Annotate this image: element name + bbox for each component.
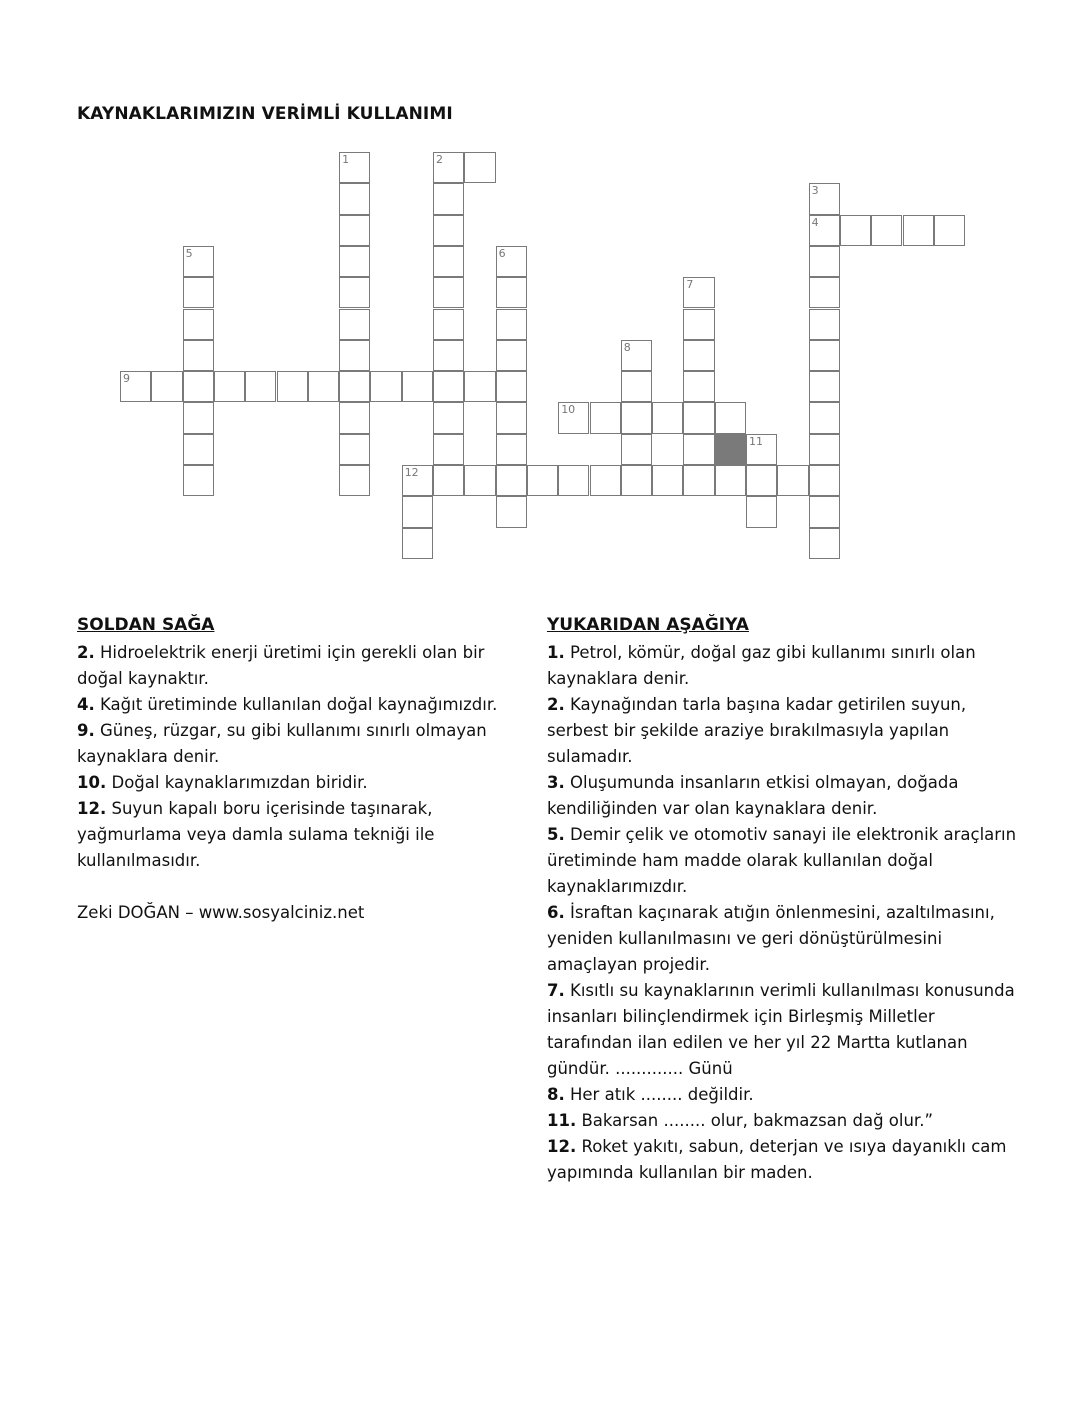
crossword-cell[interactable] bbox=[496, 340, 527, 371]
crossword-cell[interactable] bbox=[809, 528, 840, 559]
crossword-cell[interactable] bbox=[433, 465, 464, 496]
down-clue: 12. Roket yakıtı, sabun, deterjan ve ısıya dayanıklı cam yapımında kullanılan bir maden. bbox=[547, 1137, 1007, 1182]
crossword-cell[interactable] bbox=[590, 465, 621, 496]
crossword-cell[interactable] bbox=[183, 434, 214, 465]
crossword-cell[interactable] bbox=[871, 215, 902, 246]
crossword-cell[interactable] bbox=[809, 496, 840, 527]
across-clue: 9. Güneş, rüzgar, su gibi kullanımı sınırlı olmayan kaynaklara denir. bbox=[77, 721, 487, 766]
crossword-cell[interactable] bbox=[464, 152, 495, 183]
crossword-cell[interactable] bbox=[934, 215, 965, 246]
crossword-cell[interactable] bbox=[339, 183, 370, 214]
crossword-grid bbox=[0, 0, 1088, 600]
across-heading: SOLDAN SAĞA bbox=[77, 615, 215, 635]
crossword-cell[interactable] bbox=[339, 465, 370, 496]
cell-number: 12 bbox=[404, 466, 419, 479]
crossword-cell[interactable] bbox=[496, 496, 527, 527]
crossword-cell[interactable] bbox=[339, 215, 370, 246]
crossword-cell[interactable] bbox=[809, 277, 840, 308]
crossword-cell[interactable] bbox=[402, 496, 433, 527]
crossword-cell[interactable] bbox=[433, 434, 464, 465]
across-clue: 2. Hidroelektrik enerji üretimi için gerekli olan bir doğal kaynaktır. bbox=[77, 643, 485, 688]
crossword-cell[interactable] bbox=[558, 465, 589, 496]
crossword-cell[interactable] bbox=[433, 246, 464, 277]
crossword-cell[interactable] bbox=[715, 465, 746, 496]
across-clues bbox=[77, 612, 527, 926]
cell-number: 7 bbox=[686, 278, 694, 292]
crossword-cell[interactable] bbox=[183, 340, 214, 371]
crossword-cell[interactable] bbox=[183, 465, 214, 496]
down-clue: 7. Kısıtlı su kaynaklarının verimli kullanılması konusunda insanları bilinçlendirmek için Birleşmiş Milletler tarafından ilan edilen ve her yıl 22 Martta kutlanan gündür. ............. Günü bbox=[547, 981, 1015, 1078]
page-title: KAYNAKLARIMIZIN VERİMLİ KULLANIMI bbox=[77, 104, 453, 124]
cell-number: 4 bbox=[811, 215, 819, 229]
crossword-cell[interactable] bbox=[339, 340, 370, 371]
author-credit: Zeki DOĞAN – www.sosyalciniz.net bbox=[77, 903, 365, 922]
crossword-cell[interactable] bbox=[339, 152, 370, 183]
crossword-cell[interactable] bbox=[339, 246, 370, 277]
crossword-cell[interactable] bbox=[308, 371, 339, 402]
crossword-cell[interactable] bbox=[183, 402, 214, 433]
across-clue: 4. Kağıt üretiminde kullanılan doğal kaynağımızdır. bbox=[77, 695, 498, 714]
crossword-cell[interactable] bbox=[183, 309, 214, 340]
crossword-cell[interactable] bbox=[433, 402, 464, 433]
crossword-cell[interactable] bbox=[809, 465, 840, 496]
crossword-cell[interactable] bbox=[433, 277, 464, 308]
crossword-cell[interactable] bbox=[746, 465, 777, 496]
cell-number: 9 bbox=[123, 372, 130, 386]
crossword-cell[interactable] bbox=[433, 183, 464, 214]
cell-number: 6 bbox=[498, 246, 506, 260]
crossword-cell[interactable] bbox=[433, 309, 464, 340]
crossword-cell[interactable] bbox=[683, 277, 714, 308]
crossword-cell[interactable] bbox=[339, 277, 370, 308]
crossword-cell[interactable] bbox=[464, 465, 495, 496]
crossword-cell[interactable] bbox=[214, 371, 245, 402]
crossword-cell[interactable] bbox=[496, 402, 527, 433]
crossword-cell[interactable] bbox=[339, 402, 370, 433]
down-clue: 3. Oluşumunda insanların etkisi olmayan, doğada kendiliğinden var olan kaynaklara denir. bbox=[547, 773, 959, 818]
cell-number: 3 bbox=[811, 184, 819, 198]
crossword-cell[interactable] bbox=[683, 340, 714, 371]
crossword-cell[interactable] bbox=[809, 246, 840, 277]
crossword-cell[interactable] bbox=[683, 371, 714, 402]
crossword-cell[interactable] bbox=[183, 277, 214, 308]
down-clue: 6. İsraftan kaçınarak atığın önlenmesini, azaltılmasını, yeniden kullanılmasını ve geri dönüştürülmesini amaçlayan projedir. bbox=[547, 903, 995, 974]
crossword-cell[interactable] bbox=[151, 371, 182, 402]
crossword-cell[interactable] bbox=[402, 465, 433, 496]
crossword-cell[interactable] bbox=[809, 309, 840, 340]
crossword-cell[interactable] bbox=[245, 371, 276, 402]
shaded-cell bbox=[715, 434, 746, 465]
crossword-cell[interactable] bbox=[402, 371, 433, 402]
crossword-cell[interactable] bbox=[809, 434, 840, 465]
crossword-cell[interactable] bbox=[621, 434, 652, 465]
crossword-cell[interactable] bbox=[339, 371, 370, 402]
crossword-cell[interactable] bbox=[339, 434, 370, 465]
crossword-cell[interactable] bbox=[746, 434, 777, 465]
crossword-cell[interactable] bbox=[840, 215, 871, 246]
crossword-cell[interactable] bbox=[746, 496, 777, 527]
across-clue: 12. Suyun kapalı boru içerisinde taşınarak, yağmurlama veya damla sulama tekniği ile kullanılmasıdır. bbox=[77, 799, 435, 870]
crossword-cell[interactable] bbox=[370, 371, 401, 402]
cell-number: 1 bbox=[342, 153, 350, 166]
down-clues bbox=[547, 612, 1022, 1186]
crossword-cell[interactable] bbox=[433, 215, 464, 246]
crossword-cell[interactable] bbox=[621, 465, 652, 496]
crossword-cell[interactable] bbox=[590, 402, 621, 433]
crossword-cell[interactable] bbox=[464, 371, 495, 402]
crossword-cell[interactable] bbox=[652, 402, 683, 433]
crossword-cell[interactable] bbox=[683, 309, 714, 340]
crossword-cell[interactable] bbox=[903, 215, 934, 246]
crossword-cell[interactable] bbox=[339, 309, 370, 340]
crossword-cell[interactable] bbox=[402, 528, 433, 559]
crossword-cell[interactable] bbox=[621, 402, 652, 433]
crossword-cell[interactable] bbox=[527, 465, 558, 496]
crossword-cell[interactable] bbox=[809, 215, 840, 246]
crossword-cell[interactable] bbox=[496, 277, 527, 308]
crossword-cell[interactable] bbox=[809, 340, 840, 371]
down-clue: 1. Petrol, kömür, doğal gaz gibi kullanımı sınırlı olan kaynaklara denir. bbox=[547, 643, 976, 688]
across-clue: 10. Doğal kaynaklarımızdan biridir. bbox=[77, 773, 368, 792]
cell-number: 2 bbox=[436, 153, 443, 166]
crossword-cell[interactable] bbox=[183, 371, 214, 402]
crossword-cell[interactable] bbox=[496, 465, 527, 496]
crossword-cell[interactable] bbox=[809, 371, 840, 402]
crossword-cell[interactable] bbox=[558, 402, 589, 433]
crossword-cell[interactable] bbox=[277, 371, 308, 402]
cell-number: 5 bbox=[185, 246, 193, 260]
crossword-cell[interactable] bbox=[183, 246, 214, 277]
crossword-cell[interactable] bbox=[683, 434, 714, 465]
crossword-cell[interactable] bbox=[496, 434, 527, 465]
crossword-cell[interactable] bbox=[777, 465, 808, 496]
crossword-cell[interactable] bbox=[496, 246, 527, 277]
crossword-cell[interactable] bbox=[120, 371, 151, 402]
crossword-cell[interactable] bbox=[621, 371, 652, 402]
crossword-cell[interactable] bbox=[683, 402, 714, 433]
crossword-cell[interactable] bbox=[809, 402, 840, 433]
down-clue: 11. Bakarsan ........ olur, bakmazsan dağ olur.” bbox=[547, 1111, 933, 1130]
crossword-cell[interactable] bbox=[621, 340, 652, 371]
crossword-cell[interactable] bbox=[496, 371, 527, 402]
crossword-cell[interactable] bbox=[433, 152, 464, 183]
cell-number: 8 bbox=[623, 340, 631, 354]
crossword-cell[interactable] bbox=[715, 402, 746, 433]
crossword-cell[interactable] bbox=[496, 309, 527, 340]
crossword-cell[interactable] bbox=[809, 183, 840, 214]
crossword-cell[interactable] bbox=[433, 371, 464, 402]
crossword-cell[interactable] bbox=[433, 340, 464, 371]
down-clue: 8. Her atık ........ değildir. bbox=[547, 1085, 754, 1104]
cell-number: 10 bbox=[561, 403, 576, 417]
down-clue: 2. Kaynağından tarla başına kadar getirilen suyun, serbest bir şekilde araziye bırakılmasıyla yapılan sulamadır. bbox=[547, 695, 967, 766]
crossword-cell[interactable] bbox=[652, 465, 683, 496]
down-heading: YUKARIDAN AŞAĞIYA bbox=[547, 615, 749, 635]
down-clue: 5. Demir çelik ve otomotiv sanayi ile elektronik araçların üretiminde ham madde olarak kullanılan doğal kaynaklarımızdır. bbox=[547, 825, 1017, 896]
cell-number: 11 bbox=[749, 434, 763, 448]
crossword-cell[interactable] bbox=[683, 465, 714, 496]
